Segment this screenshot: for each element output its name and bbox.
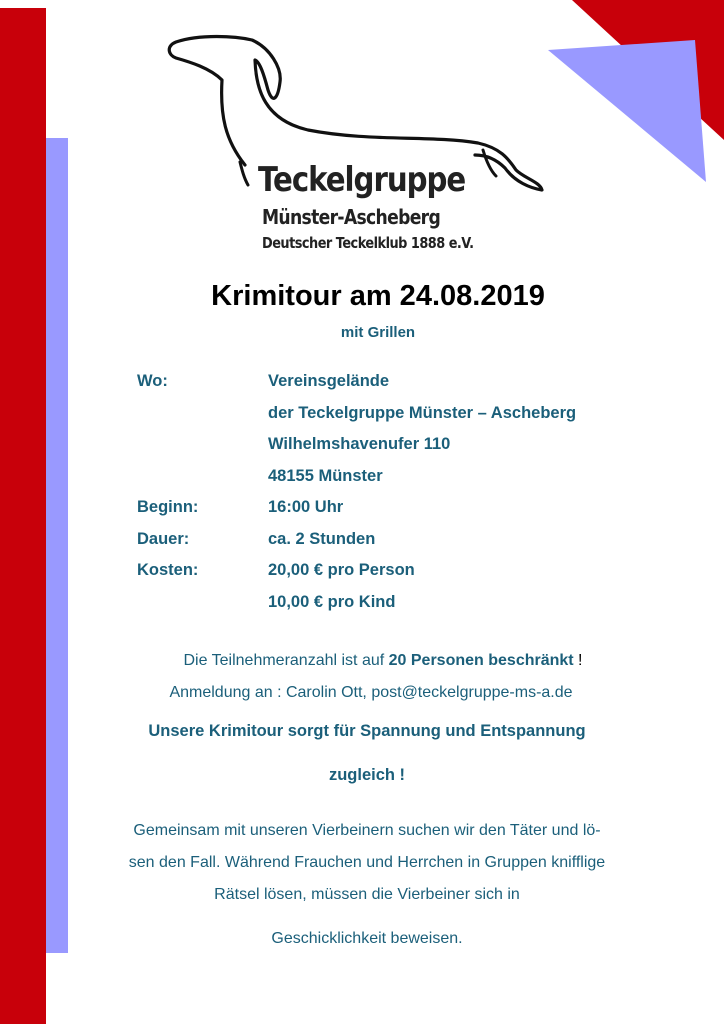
event-title: Krimitour am 24.08.2019 xyxy=(211,280,545,312)
wo-line: der Teckelgruppe Münster – Ascheberg xyxy=(268,403,577,422)
logo-region: Münster-Ascheberg xyxy=(262,205,441,229)
logo-club: Deutscher Teckelklub 1888 e.V. xyxy=(262,234,474,252)
beginn-label: Beginn: xyxy=(137,498,199,516)
kosten-label: Kosten: xyxy=(137,561,199,579)
wo-line: Vereinsgelände xyxy=(268,372,390,390)
description-line: Geschicklichkeit beweisen. xyxy=(271,930,463,947)
slogan-line-1: Unsere Krimitour sorgt für Spannung und Entspannung xyxy=(148,722,586,740)
event-subtitle: mit Grillen xyxy=(340,324,416,341)
dauer-value: ca. 2 Stunden xyxy=(268,529,376,548)
registration-line: Anmeldung an : Carolin Ott, post@teckelgruppe-ms-a.de xyxy=(169,684,573,701)
description-line: Rätsel lösen, müssen die Vierbeiner sich in xyxy=(214,886,520,903)
dauer-label: Dauer: xyxy=(137,529,190,548)
limit-bold: 20 Personen beschränkt xyxy=(388,652,574,669)
beginn-value: 16:00 Uhr xyxy=(268,498,344,516)
description-line: sen den Fall. Während Frauchen und Herrchen in Gruppen knifflige xyxy=(128,854,606,871)
logo-title: Teckelgruppe xyxy=(258,160,466,200)
participant-limit xyxy=(68,652,698,670)
slogan-line-2: zugleich ! xyxy=(328,766,406,784)
limit-suffix: ! xyxy=(573,652,583,669)
wo-line: 48155 Münster xyxy=(268,466,383,485)
wo-label: Wo: xyxy=(137,372,168,390)
kosten-line: 10,00 € pro Kind xyxy=(268,592,396,611)
limit-prefix: Die Teilnehmeranzahl ist auf xyxy=(183,652,389,669)
description-line: Gemeinsam mit unseren Vierbeinern suchen wir den Täter und lö- xyxy=(133,822,601,839)
wo-line: Wilhelmshavenufer 110 xyxy=(268,435,451,453)
corner-blue-triangle xyxy=(548,40,706,182)
kosten-line: 20,00 € pro Person xyxy=(268,561,415,579)
